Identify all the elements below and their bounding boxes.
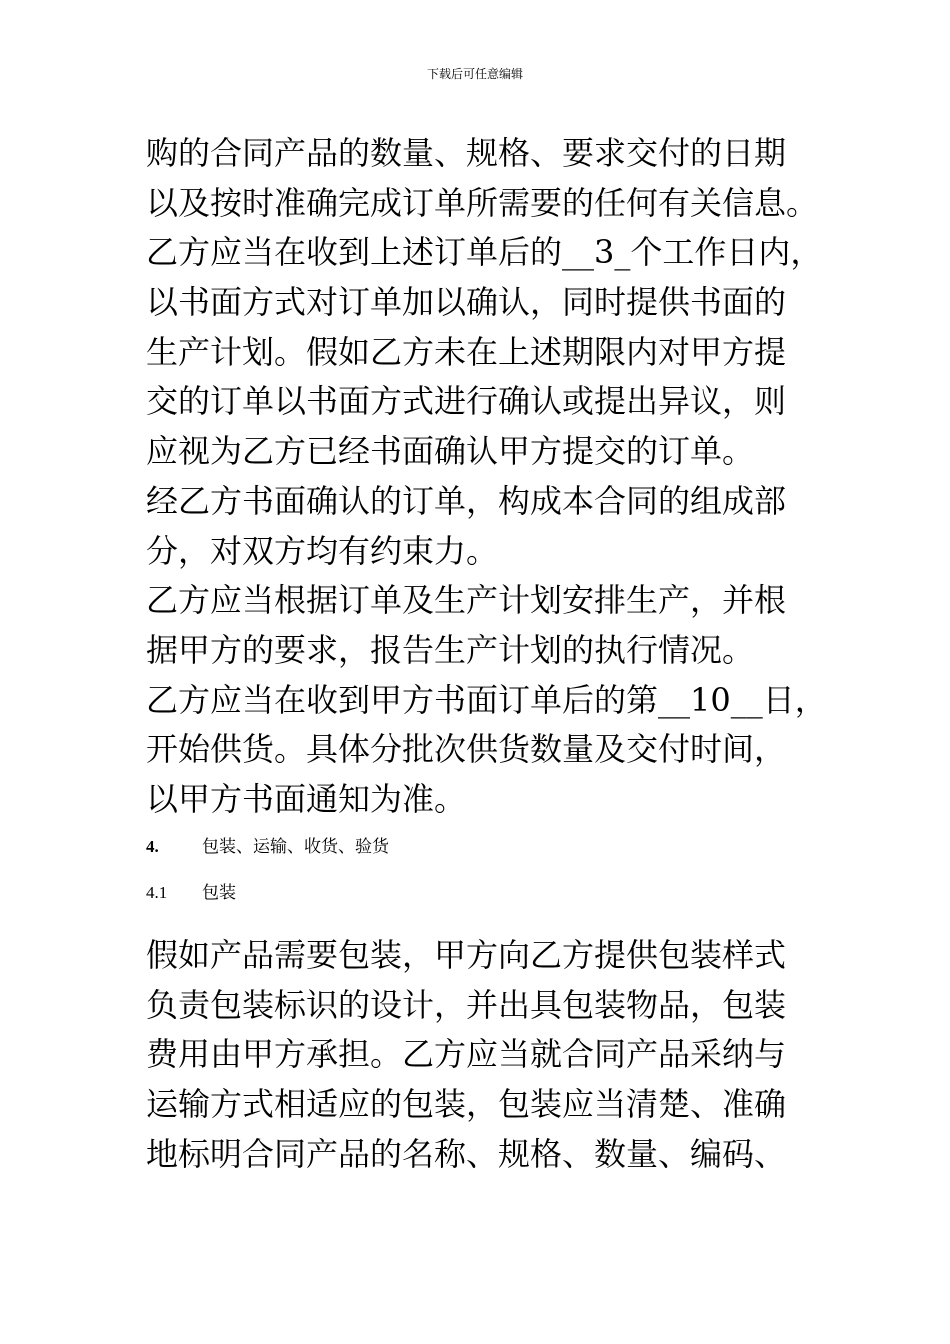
text-line: 经乙方书面确认的订单，构成本合同的组成部	[146, 481, 787, 520]
text-line: 费用由甲方承担。乙方应当就合同产品采纳与	[146, 1035, 787, 1074]
text-line: 乙方应当在收到上述订单后的__3_个工作日内，	[146, 233, 823, 272]
text-line: 购的合同产品的数量、规格、要求交付的日期	[146, 134, 787, 172]
order-confirmation-paragraphs	[146, 129, 826, 825]
text-line: 负责包装标识的设计，并出具包装物品，包装	[146, 985, 787, 1024]
text-line: 以甲方书面通知为准。	[146, 779, 467, 818]
subsection-title: 包装	[202, 883, 236, 903]
text-line: 假如产品需要包装，甲方向乙方提供包装样式	[146, 936, 787, 974]
text-line: 以书面方式对订单加以确认，同时提供书面的	[146, 283, 787, 322]
subsection-number: 4.1	[146, 883, 168, 902]
text-line: 运输方式相适应的包装，包装应当清楚、准确	[146, 1085, 787, 1124]
text-line: 分，对双方均有约束力。	[146, 531, 499, 570]
text-line: 据甲方的要求，报告生产计划的执行情况。	[146, 630, 755, 669]
section-heading	[146, 836, 389, 858]
text-line: 以及按时准确完成订单所需要的任何有关信息。	[146, 183, 819, 222]
section-number: 4.	[146, 837, 159, 856]
text-line: 生产计划。假如乙方未在上述期限内对甲方提	[146, 332, 787, 371]
page-header: 下载后可任意编辑	[426, 67, 523, 81]
text-line: 交的订单以书面方式进行确认或提出异议，则	[146, 382, 787, 421]
text-line: 开始供货。具体分批次供货数量及交付时间，	[146, 730, 787, 769]
packaging-paragraph	[146, 931, 826, 1179]
text-line: 应视为乙方已经书面确认甲方提交的订单。	[146, 432, 755, 471]
section-title: 包装、运输、收货、验货	[202, 837, 389, 857]
text-line: 地标明合同产品的名称、规格、数量、编码、	[146, 1134, 787, 1173]
subsection-heading	[146, 882, 236, 904]
text-line: 乙方应当根据订单及生产计划安排生产，并根	[146, 581, 787, 620]
text-line: 乙方应当在收到甲方书面订单后的第__10__日，	[146, 680, 827, 719]
